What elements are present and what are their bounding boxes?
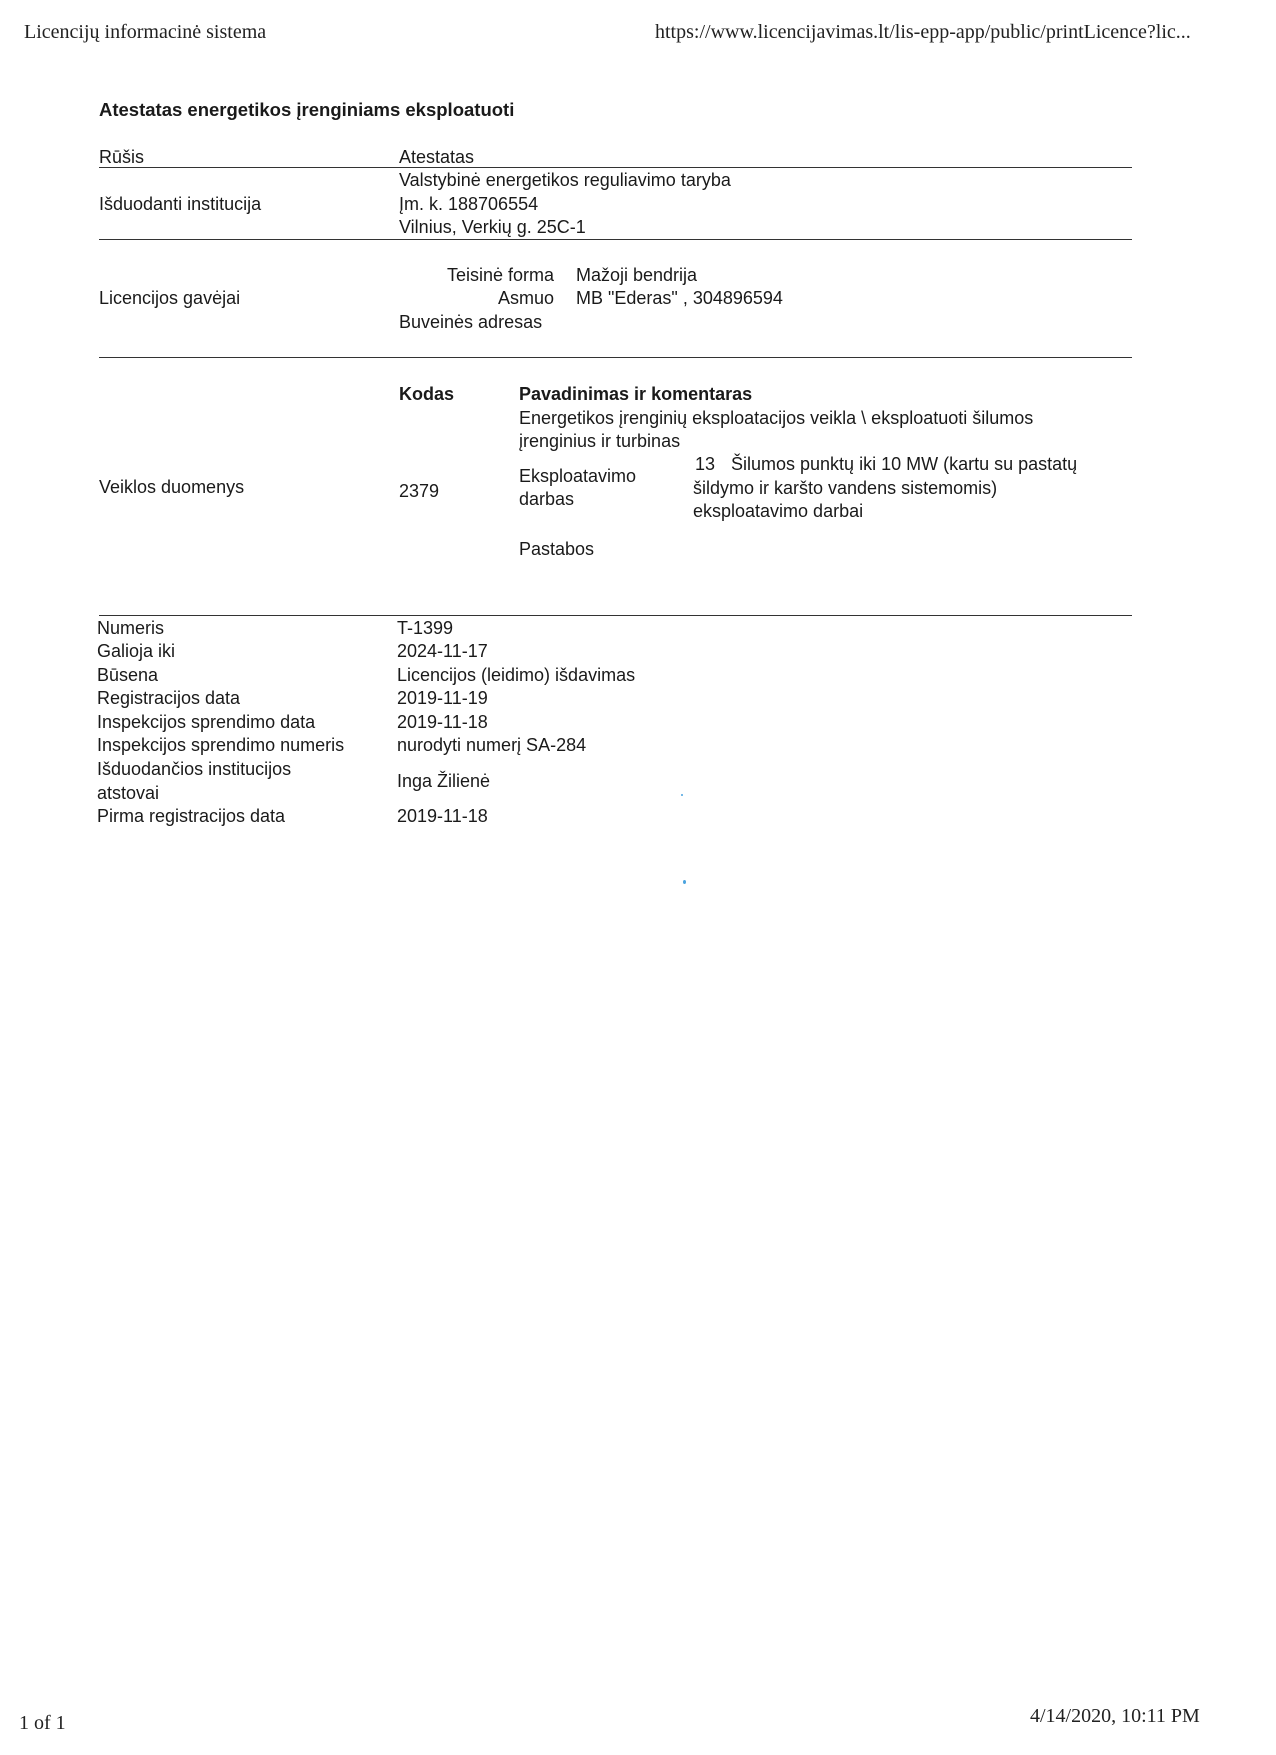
- divider: [99, 239, 1132, 240]
- activity-name-line1: Energetikos įrenginių eksploatacijos veikla \ eksploatuoti šilumos: [519, 408, 1034, 428]
- page-url[interactable]: https://www.licencijavimas.lt/lis-epp-app/public/printLicence?lic...: [655, 21, 1191, 43]
- institution-name: Valstybinė energetikos reguliavimo taryba: [399, 170, 731, 190]
- rusis-value: Atestatas: [399, 147, 475, 167]
- detail-label-atstovai-line2: atstovai: [97, 783, 160, 803]
- institution-code: Įm. k. 188706554: [399, 194, 539, 214]
- detail-value-sprendimo-numeris: nurodyti numerį SA-284: [397, 735, 587, 755]
- rusis-label: Rūšis: [99, 147, 145, 167]
- divider: [99, 167, 1132, 168]
- detail-label-sprendimo-data: Inspekcijos sprendimo data: [97, 712, 316, 732]
- print-timestamp: 4/14/2020, 10:11 PM: [1030, 1705, 1200, 1727]
- detail-value-registracija: 2019-11-19: [397, 688, 488, 708]
- detail-value-numeris: T-1399: [397, 618, 454, 638]
- activity-label: Veiklos duomenys: [99, 477, 245, 497]
- divider: [99, 357, 1132, 358]
- detail-label-atstovai-line1: Išduodančios institucijos: [97, 759, 292, 779]
- activity-name-line2: įrenginius ir turbinas: [519, 431, 681, 451]
- activity-code: 2379: [399, 481, 440, 501]
- detail-label-numeris: Numeris: [97, 618, 165, 638]
- institution-address: Vilnius, Verkių g. 25C-1: [399, 217, 586, 237]
- work-desc-line2: šildymo ir karšto vandens sistemomis): [693, 478, 998, 498]
- institution-label: Išduodanti institucija: [99, 194, 262, 214]
- detail-label-sprendimo-numeris: Inspekcijos sprendimo numeris: [97, 735, 345, 755]
- scan-speck: [681, 794, 683, 796]
- detail-value-pirma-registracija: 2019-11-18: [397, 806, 488, 826]
- work-label-line1: Eksploatavimo: [519, 466, 637, 486]
- work-number: 13: [695, 454, 716, 474]
- name-header: Pavadinimas ir komentaras: [519, 384, 753, 404]
- page-count: 1 of 1: [19, 1712, 66, 1734]
- detail-value-galioja: 2024-11-17: [397, 641, 488, 661]
- recipients-label: Licencijos gavėjai: [99, 288, 241, 308]
- work-label-line2: darbas: [519, 489, 575, 509]
- detail-value-atstovai: Inga Žilienė: [397, 771, 491, 791]
- detail-value-sprendimo-data: 2019-11-18: [397, 712, 488, 732]
- divider: [99, 615, 1132, 616]
- document-title: Atestatas energetikos įrenginiams eksploatuoti: [99, 99, 515, 120]
- detail-label-galioja: Galioja iki: [97, 641, 176, 661]
- legal-form-value: Mažoji bendrija: [576, 265, 698, 285]
- scan-speck: [683, 880, 686, 884]
- detail-label-registracija: Registracijos data: [97, 688, 241, 708]
- legal-form-label: Teisinė forma: [446, 265, 554, 285]
- person-value: MB "Ederas" , 304896594: [576, 288, 783, 308]
- person-label: Asmuo: [497, 288, 554, 308]
- detail-label-busena: Būsena: [97, 665, 159, 685]
- work-desc-line3: eksploatavimo darbai: [693, 501, 864, 521]
- address-label: Buveinės adresas: [399, 312, 543, 332]
- code-header: Kodas: [399, 384, 455, 404]
- work-desc-line1: Šilumos punktų iki 10 MW (kartu su pastatų: [731, 454, 1078, 474]
- detail-label-pirma-registracija: Pirma registracijos data: [97, 806, 286, 826]
- detail-value-busena: Licencijos (leidimo) išdavimas: [397, 665, 636, 685]
- notes-label: Pastabos: [519, 539, 595, 559]
- site-title: Licencijų informacinė sistema: [24, 21, 267, 43]
